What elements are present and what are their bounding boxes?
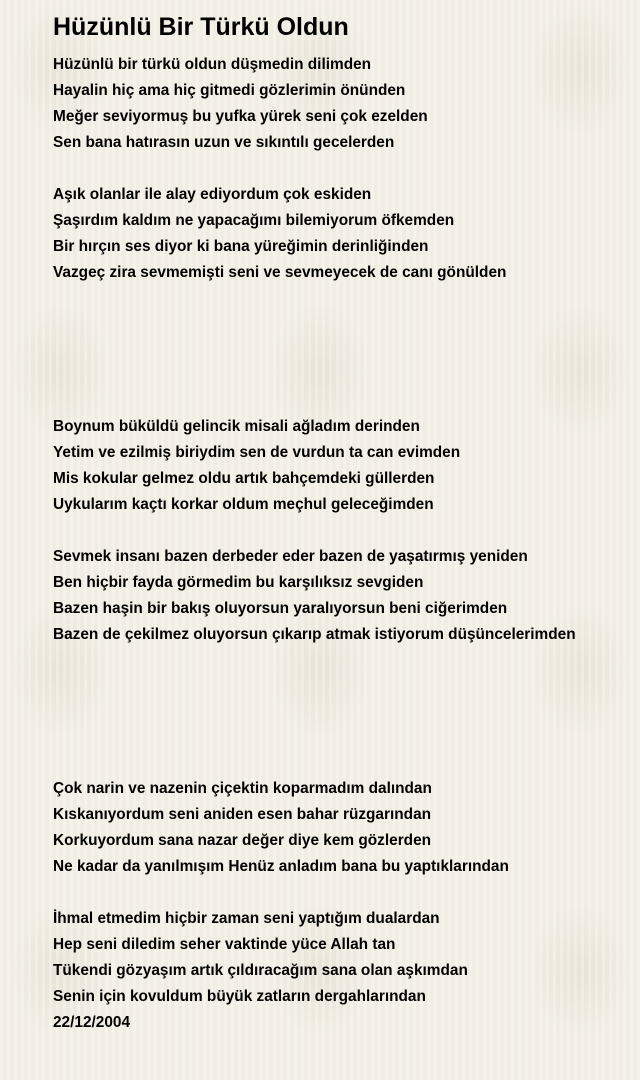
poem-line: Senin için kovuldum büyük zatların dergahlarından: [53, 988, 426, 1005]
poem-line: Sen bana hatırasın uzun ve sıkıntılı gecelerden: [53, 134, 395, 151]
poem-line: Korkuyordum sana nazar değer diye kem gözlerden: [53, 832, 432, 849]
stanza-spacer: [53, 880, 633, 906]
poem-page: [53, 0, 633, 1036]
stanza-spacer: [53, 518, 633, 544]
poem-line: Sevmek insanı bazen derbeder eder bazen de yaşatırmış yeniden: [53, 548, 528, 565]
poem-line: Aşık olanlar ile alay ediyordum çok eskiden: [53, 186, 372, 203]
section-spacer: [53, 286, 633, 414]
poem-line: Ben hiçbir fayda görmedim bu karşılıksız sevgiden: [53, 574, 424, 591]
poem-line: Uykularım kaçtı korkar oldum meçhul geleceğimden: [53, 496, 434, 513]
stanza-5: [53, 776, 633, 880]
stanza-2: [53, 182, 633, 286]
poem-line: Bazen haşin bir bakış oluyorsun yaralıyorsun beni ciğerimden: [53, 600, 508, 617]
poem-line: Yetim ve ezilmiş biriydim sen de vurdun ta can evimden: [53, 444, 461, 461]
poem-line: Hüzünlü bir türkü oldun düşmedin dilimden: [53, 56, 372, 73]
poem-line: Mis kokular gelmez oldu artık bahçemdeki güllerden: [53, 470, 435, 487]
poem-line: Ne kadar da yanılmışım Henüz anladım bana bu yaptıklarından: [53, 858, 509, 875]
poem-line: Tükendi gözyaşım artık çıldıracağım sana olan aşkımdan: [53, 962, 468, 979]
stanza-1: [53, 52, 633, 156]
poem-line: İhmal etmedim hiçbir zaman seni yaptığım dualardan: [53, 910, 440, 927]
section-spacer: [53, 648, 633, 776]
poem-date: 22/12/2004: [53, 1014, 131, 1031]
poem-line: Şaşırdım kaldım ne yapacağımı bilemiyorum öfkemden: [53, 212, 455, 229]
poem-line: Çok narin ve nazenin çiçektin koparmadım dalından: [53, 780, 432, 797]
poem-line: Hep seni diledim seher vaktinde yüce Allah tan: [53, 936, 396, 953]
poem-line: Vazgeç zira sevmemişti seni ve sevmeyecek de canı gönülden: [53, 264, 507, 281]
stanza-4: [53, 544, 633, 648]
poem-line: Meğer seviyormuş bu yufka yürek seni çok ezelden: [53, 108, 428, 125]
poem-line: Hayalin hiç ama hiç gitmedi gözlerimin önünden: [53, 82, 406, 99]
stanza-6: [53, 906, 633, 1036]
poem-line: Boynum büküldü gelincik misali ağladım derinden: [53, 418, 420, 435]
poem-title: Hüzünlü Bir Türkü Oldun: [53, 13, 349, 41]
stanza-spacer: [53, 156, 633, 182]
poem-line: Kıskanıyordum seni aniden esen bahar rüzgarından: [53, 806, 432, 823]
poem-line: Bir hırçın ses diyor ki bana yüreğimin derinliğinden: [53, 238, 429, 255]
stanza-3: [53, 414, 633, 518]
poem-line: Bazen de çekilmez oluyorsun çıkarıp atmak istiyorum düşüncelerimden: [53, 626, 576, 643]
